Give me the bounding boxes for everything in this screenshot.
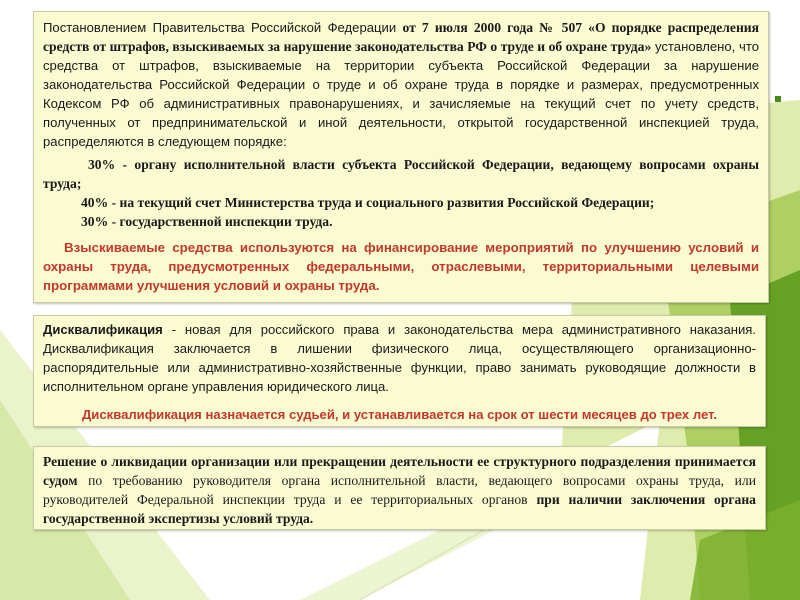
liquidation-box <box>33 446 766 530</box>
disqualification-term-note: Дисквалификация назначается судьей, и устанавливается на срок от шести месяцев до трех лет. <box>81 407 717 422</box>
disqualification-box <box>33 315 766 427</box>
distribution-item-1: 30% - органу исполнительной власти субъекта Российской Федерации, ведающему вопросами охраны труда; <box>43 157 759 191</box>
intro-paragraph: Постановлением Правительства Российской Федерации от 7 июля 2000 года № 507 «О порядке распределения средств от штрафов, взыскиваемых за нарушение законодательства РФ о труде и об охране труда» установлено, что средства от штрафов, взыскиваемые на территории субъекта Российской Федерации за нарушение законодательства Российской Федерации о труде и об охране труда в порядке и размерах, предусмотренных Кодексом РФ об административных правонарушениях, и зачисляемые на текущий счет по учету средств, полученных от предпринимательской и иной деятельности, открытой государственной инспекцией труда, распределяются в следующем порядке: <box>43 20 759 149</box>
distribution-item-2: 40% - на текущий счет Министерства труда и социального развития Российской Федерации; <box>81 195 655 210</box>
disqualification-definition: Дисквалификация - новая для российского права и законодательства мера административного наказания. Дисквалификация заключается в лишении физического лица, осуществляющего организационно-распорядительные или административно-хозяйственные функции, право занимать руководящие должности в исполнительном органе управления юридического лица. <box>43 322 756 394</box>
penalty-distribution-box <box>33 11 769 303</box>
funds-usage-note: Взыскиваемые средства используются на финансирование мероприятий по улучшению условий и охраны труда, предусмотренных федеральными, отраслевыми, территориальными целевыми программами улучшения условий и охраны труда. <box>43 240 759 293</box>
bullet-marker-icon <box>775 96 781 102</box>
distribution-item-3: 30% - государственной инспекции труда. <box>81 214 333 229</box>
liquidation-paragraph: Решение о ликвидации организации или прекращении деятельности ее структурного подразделения принимается судом по требованию руководителя органа исполнительной власти, ведающего вопросами охраны труда, или руководителей Федеральной инспекции труда и ее территориальных органов при наличии заключения органа государственной экспертизы условий труда. <box>43 454 756 526</box>
